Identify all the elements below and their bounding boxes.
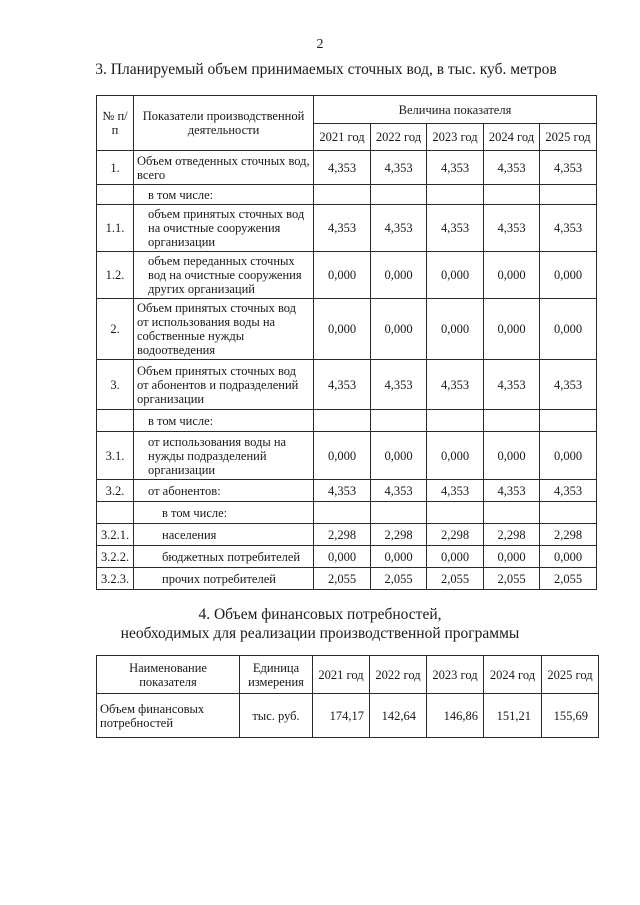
header-year: 2024 год (484, 656, 542, 694)
page-number: 2 (316, 37, 324, 52)
cell-value: 2,298 (484, 524, 540, 546)
row-num: 1.2. (97, 252, 134, 299)
cell-value: 174,17 (313, 694, 370, 738)
cell-value: 4,353 (484, 205, 540, 252)
cell-value: 146,86 (427, 694, 484, 738)
cell-value: 0,000 (484, 432, 540, 480)
cell-value: 4,353 (314, 151, 371, 185)
cell-value: 155,69 (542, 694, 599, 738)
cell-value: 4,353 (540, 205, 597, 252)
cell-value: 0,000 (314, 252, 371, 299)
row-num: 3.2.3. (97, 568, 134, 590)
row-label: в том числе: (134, 502, 314, 524)
cell-value: 0,000 (540, 432, 597, 480)
cell-value: 2,298 (371, 524, 427, 546)
cell-value: 2,298 (427, 524, 484, 546)
row-label: от абонентов: (134, 480, 314, 502)
row-label: Объем отведенных сточных вод, всего (134, 151, 314, 185)
cell-value: 4,353 (371, 480, 427, 502)
table-row (97, 410, 597, 432)
cell-value: 0,000 (371, 252, 427, 299)
row-label: в том числе: (134, 410, 314, 432)
header-name: Наименование показателя (97, 656, 240, 694)
table-row (97, 205, 597, 252)
cell-empty (540, 502, 597, 524)
cell-value: 151,21 (484, 694, 542, 738)
row-num: 2. (97, 299, 134, 360)
header-year: 2025 год (540, 124, 597, 151)
cell-value: 2,055 (484, 568, 540, 590)
cell-value: 4,353 (427, 205, 484, 252)
table-row (97, 524, 597, 546)
cell-value: 0,000 (314, 546, 371, 568)
row-label: Объем принятых сточных вод от абонентов и подразделений организации (134, 360, 314, 410)
table-row (97, 432, 597, 480)
row-num: 1.1. (97, 205, 134, 252)
row-label: Объем принятых сточных вод от использования воды на собственные нужды водоотведения (134, 299, 314, 360)
cell-empty (314, 185, 371, 205)
cell-empty (371, 502, 427, 524)
row-num: 3.2. (97, 480, 134, 502)
header-year: 2022 год (370, 656, 427, 694)
cell-value: 0,000 (484, 252, 540, 299)
header-year: 2023 год (427, 124, 484, 151)
section-3-title: 3. Планируемый объем принимаемых сточных вод, в тыс. куб. метров (95, 61, 557, 78)
cell-value: 4,353 (371, 360, 427, 410)
cell-value: 2,055 (540, 568, 597, 590)
header-num: № п/п (97, 96, 134, 151)
header-indicator: Показатели производственной деятельности (134, 96, 314, 151)
cell-value: 0,000 (484, 546, 540, 568)
row-num: 3.2.1. (97, 524, 134, 546)
cell-value: 4,353 (484, 480, 540, 502)
cell-value: 0,000 (427, 252, 484, 299)
row-label: объем принятых сточных вод на очистные сооружения организации (134, 205, 314, 252)
cell-value: 2,055 (314, 568, 371, 590)
cell-value: 2,055 (371, 568, 427, 590)
cell-value: 0,000 (427, 546, 484, 568)
cell-empty (427, 502, 484, 524)
header-year: 2021 год (313, 656, 370, 694)
header-year: 2021 год (314, 124, 371, 151)
cell-value: 0,000 (484, 299, 540, 360)
table-row (97, 502, 597, 524)
row-label: от использования воды на нужды подразделений организации (134, 432, 314, 480)
cell-value: 0,000 (371, 546, 427, 568)
table-row (97, 185, 597, 205)
cell-value: 2,298 (540, 524, 597, 546)
table-row (97, 252, 597, 299)
cell-empty (484, 410, 540, 432)
section-4-title-line1: 4. Объем финансовых потребностей, (198, 606, 442, 623)
cell-value: 4,353 (427, 480, 484, 502)
row-label: прочих потребителей (134, 568, 314, 590)
row-num: 3. (97, 360, 134, 410)
cell-value: 4,353 (540, 151, 597, 185)
cell-value: 0,000 (540, 252, 597, 299)
header-unit: Единица измерения (240, 656, 313, 694)
cell-value: 4,353 (371, 205, 427, 252)
row-num (97, 185, 134, 205)
cell-value: 4,353 (427, 360, 484, 410)
wastewater-volume-table (96, 95, 597, 590)
cell-empty (427, 410, 484, 432)
row-num: 3.1. (97, 432, 134, 480)
cell-value: 4,353 (540, 360, 597, 410)
cell-value: 0,000 (427, 432, 484, 480)
cell-value: 0,000 (540, 299, 597, 360)
cell-value: 142,64 (370, 694, 427, 738)
section-4-title (0, 605, 640, 643)
row-unit: тыс. руб. (240, 694, 313, 738)
cell-empty (314, 502, 371, 524)
row-label: в том числе: (134, 185, 314, 205)
row-num: 3.2.2. (97, 546, 134, 568)
cell-value: 4,353 (371, 151, 427, 185)
row-label: объем переданных сточных вод на очистные сооружения других организаций (134, 252, 314, 299)
cell-value: 4,353 (540, 480, 597, 502)
table-row (97, 546, 597, 568)
cell-empty (484, 185, 540, 205)
table-row (97, 299, 597, 360)
cell-empty (314, 410, 371, 432)
section-4-title-line2: необходимых для реализации производственной программы (120, 625, 520, 642)
row-num (97, 410, 134, 432)
row-num: 1. (97, 151, 134, 185)
cell-empty (540, 185, 597, 205)
header-year: 2022 год (371, 124, 427, 151)
cell-value: 2,055 (427, 568, 484, 590)
cell-value: 4,353 (314, 360, 371, 410)
row-label: бюджетных потребителей (134, 546, 314, 568)
cell-value: 0,000 (371, 299, 427, 360)
table-row (97, 568, 597, 590)
cell-value: 0,000 (371, 432, 427, 480)
cell-value: 0,000 (427, 299, 484, 360)
table-row (97, 480, 597, 502)
cell-value: 0,000 (314, 299, 371, 360)
cell-value: 4,353 (484, 151, 540, 185)
cell-empty (371, 410, 427, 432)
cell-value: 0,000 (540, 546, 597, 568)
cell-empty (484, 502, 540, 524)
table-row (97, 151, 597, 185)
table-row (97, 360, 597, 410)
row-label: населения (134, 524, 314, 546)
table-row (97, 694, 599, 738)
cell-value: 4,353 (427, 151, 484, 185)
cell-empty (540, 410, 597, 432)
row-name: Объем финансовых потребностей (97, 694, 240, 738)
cell-value: 4,353 (314, 480, 371, 502)
cell-value: 4,353 (314, 205, 371, 252)
header-value: Величина показателя (314, 96, 597, 124)
cell-value: 0,000 (314, 432, 371, 480)
financial-needs-table (96, 655, 599, 738)
header-year: 2025 год (542, 656, 599, 694)
cell-empty (371, 185, 427, 205)
cell-value: 2,298 (314, 524, 371, 546)
cell-empty (427, 185, 484, 205)
cell-value: 4,353 (484, 360, 540, 410)
header-year: 2024 год (484, 124, 540, 151)
header-year: 2023 год (427, 656, 484, 694)
row-num (97, 502, 134, 524)
